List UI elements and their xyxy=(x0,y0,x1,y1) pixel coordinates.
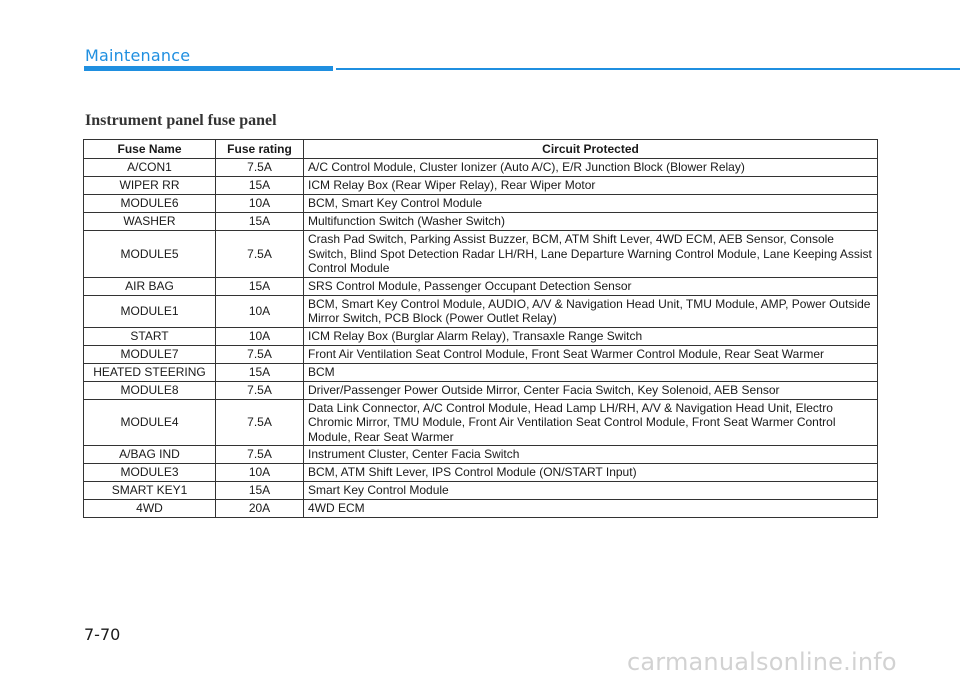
cell-fuse-rating: 7.5A xyxy=(216,399,304,446)
cell-circuit-protected: SRS Control Module, Passenger Occupant Detection Sensor xyxy=(304,277,878,295)
cell-circuit-protected: Smart Key Control Module xyxy=(304,482,878,500)
cell-fuse-name: MODULE6 xyxy=(84,195,216,213)
cell-fuse-rating: 10A xyxy=(216,464,304,482)
cell-circuit-protected: 4WD ECM xyxy=(304,500,878,518)
cell-fuse-name: MODULE5 xyxy=(84,231,216,278)
fuse-table xyxy=(83,139,878,518)
fuse-table-body xyxy=(84,159,878,518)
page-title: Instrument panel fuse panel xyxy=(85,112,277,129)
cell-circuit-protected: Front Air Ventilation Seat Control Module, Front Seat Warmer Control Module, Rear Seat Warmer xyxy=(304,345,878,363)
cell-fuse-rating: 15A xyxy=(216,177,304,195)
table-row xyxy=(84,464,878,482)
cell-fuse-name: 4WD xyxy=(84,500,216,518)
cell-circuit-protected: A/C Control Module, Cluster Ionizer (Auto A/C), E/R Junction Block (Blower Relay) xyxy=(304,159,878,177)
cell-fuse-name: WIPER RR xyxy=(84,177,216,195)
cell-fuse-rating: 10A xyxy=(216,327,304,345)
table-row xyxy=(84,177,878,195)
cell-fuse-rating: 7.5A xyxy=(216,345,304,363)
cell-circuit-protected: Multifunction Switch (Washer Switch) xyxy=(304,213,878,231)
cell-fuse-name: START xyxy=(84,327,216,345)
cell-circuit-protected: ICM Relay Box (Burglar Alarm Relay), Transaxle Range Switch xyxy=(304,327,878,345)
page-number: 7-70 xyxy=(84,625,121,644)
table-row xyxy=(84,159,878,177)
table-row xyxy=(84,327,878,345)
cell-fuse-rating: 7.5A xyxy=(216,159,304,177)
table-row xyxy=(84,446,878,464)
column-header-fuse-name: Fuse Name xyxy=(84,140,216,159)
cell-fuse-name: MODULE1 xyxy=(84,295,216,327)
cell-circuit-protected: BCM, Smart Key Control Module, AUDIO, A/V & Navigation Head Unit, TMU Module, AMP, Power Outside Mirror Switch, PCB Block (Power Outlet Relay) xyxy=(304,295,878,327)
cell-fuse-rating: 7.5A xyxy=(216,231,304,278)
table-row xyxy=(84,345,878,363)
cell-fuse-name: MODULE3 xyxy=(84,464,216,482)
cell-circuit-protected: BCM xyxy=(304,363,878,381)
cell-fuse-name: A/CON1 xyxy=(84,159,216,177)
cell-circuit-protected: ICM Relay Box (Rear Wiper Relay), Rear Wiper Motor xyxy=(304,177,878,195)
column-header-fuse-rating: Fuse rating xyxy=(216,140,304,159)
cell-fuse-name: MODULE8 xyxy=(84,381,216,399)
table-row xyxy=(84,500,878,518)
cell-fuse-name: AIR BAG xyxy=(84,277,216,295)
header-rule-thick xyxy=(84,66,333,71)
table-row xyxy=(84,277,878,295)
table-row xyxy=(84,363,878,381)
cell-fuse-name: SMART KEY1 xyxy=(84,482,216,500)
watermark-text: carmanualsonline.info xyxy=(627,648,897,676)
table-row xyxy=(84,399,878,446)
cell-circuit-protected: Driver/Passenger Power Outside Mirror, Center Facia Switch, Key Solenoid, AEB Sensor xyxy=(304,381,878,399)
cell-fuse-rating: 7.5A xyxy=(216,381,304,399)
cell-fuse-rating: 15A xyxy=(216,213,304,231)
cell-fuse-rating: 15A xyxy=(216,363,304,381)
cell-fuse-name: A/BAG IND xyxy=(84,446,216,464)
cell-fuse-rating: 15A xyxy=(216,277,304,295)
cell-circuit-protected: Data Link Connector, A/C Control Module, Head Lamp LH/RH, A/V & Navigation Head Unit, Electro Chromic Mirror, TMU Module, Front Air Ventilation Seat Control Module, Front Seat Warmer Control Module, Rear Seat Warmer xyxy=(304,399,878,446)
cell-fuse-name: HEATED STEERING xyxy=(84,363,216,381)
table-row xyxy=(84,482,878,500)
column-header-circuit-protected: Circuit Protected xyxy=(304,140,878,159)
cell-fuse-rating: 10A xyxy=(216,295,304,327)
table-header-row xyxy=(84,140,878,159)
cell-circuit-protected: BCM, ATM Shift Lever, IPS Control Module (ON/START Input) xyxy=(304,464,878,482)
cell-fuse-rating: 7.5A xyxy=(216,446,304,464)
cell-fuse-rating: 10A xyxy=(216,195,304,213)
cell-circuit-protected: Crash Pad Switch, Parking Assist Buzzer, BCM, ATM Shift Lever, 4WD ECM, AEB Sensor, Console Switch, Blind Spot Detection Radar LH/RH, Lane Departure Warning Control Module, Lane Keeping Assist Control Module xyxy=(304,231,878,278)
table-row xyxy=(84,195,878,213)
cell-circuit-protected: BCM, Smart Key Control Module xyxy=(304,195,878,213)
header-rule-thin xyxy=(336,68,960,70)
cell-fuse-name: MODULE4 xyxy=(84,399,216,446)
table-row xyxy=(84,381,878,399)
section-header-title: Maintenance xyxy=(85,46,191,65)
cell-fuse-name: WASHER xyxy=(84,213,216,231)
table-row xyxy=(84,213,878,231)
cell-circuit-protected: Instrument Cluster, Center Facia Switch xyxy=(304,446,878,464)
cell-fuse-rating: 15A xyxy=(216,482,304,500)
table-row xyxy=(84,231,878,278)
cell-fuse-rating: 20A xyxy=(216,500,304,518)
table-row xyxy=(84,295,878,327)
cell-fuse-name: MODULE7 xyxy=(84,345,216,363)
